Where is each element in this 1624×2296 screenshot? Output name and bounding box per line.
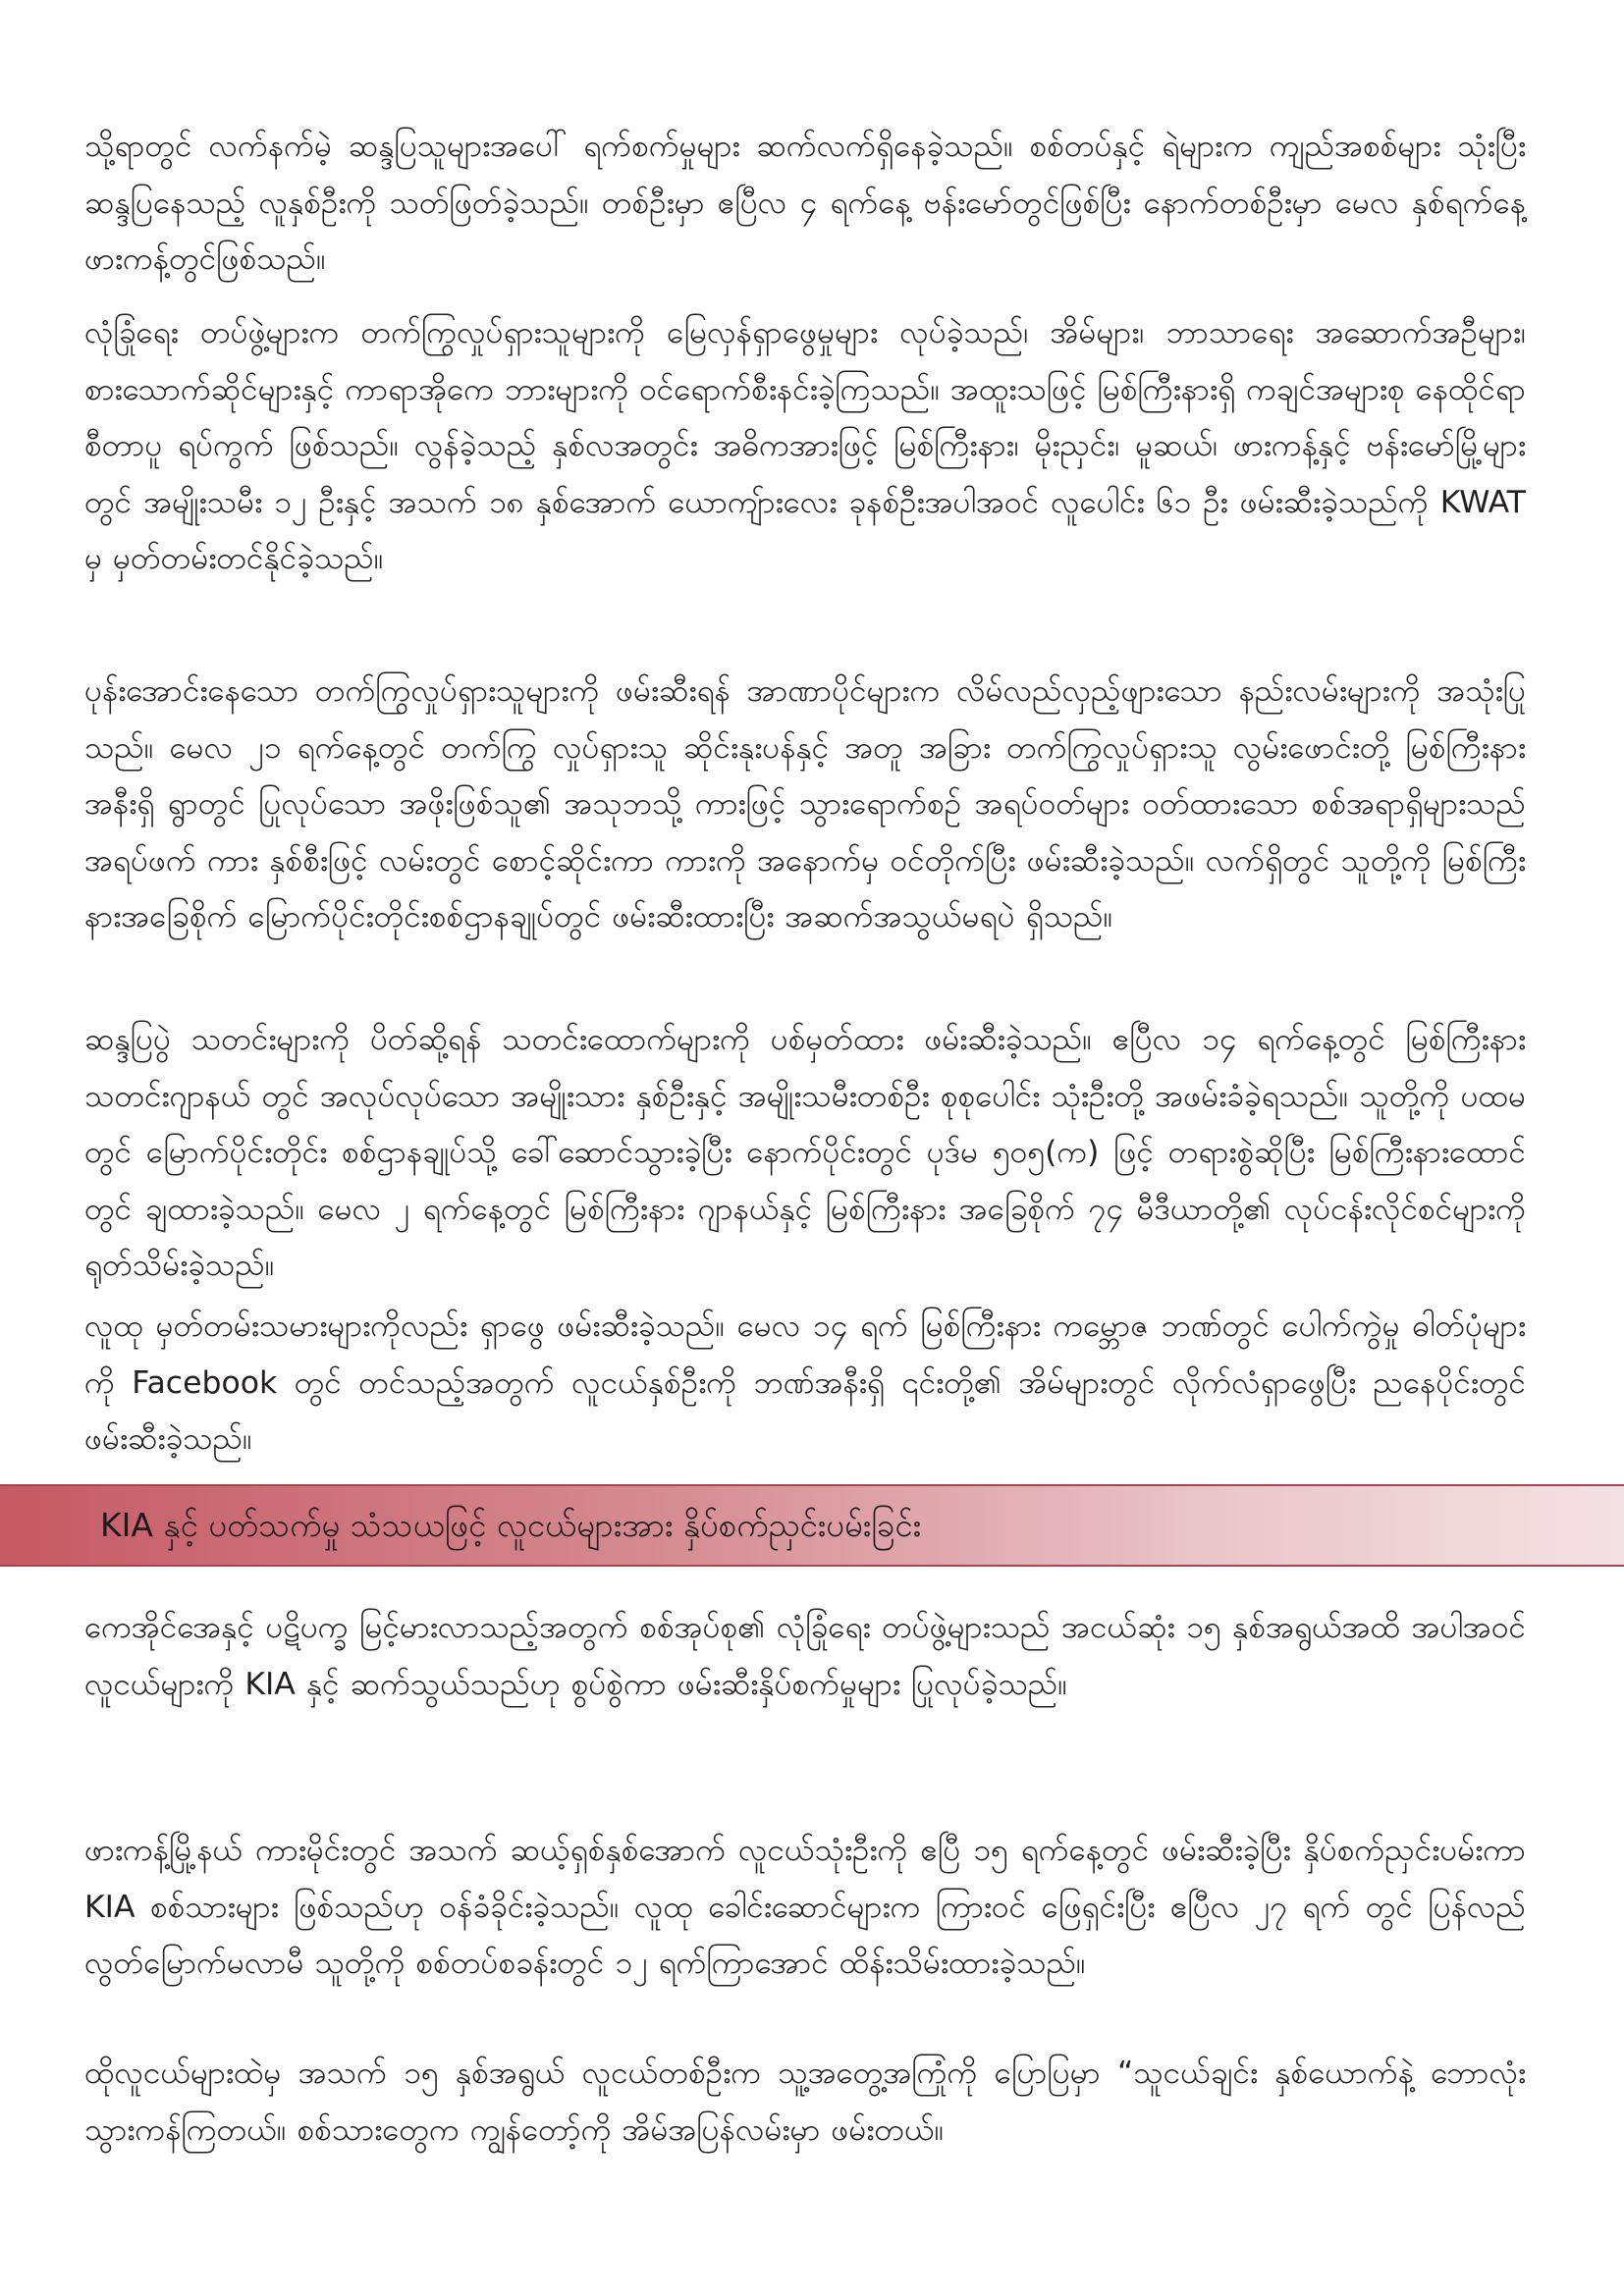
paragraph-5: လူထု မှတ်တမ်းသမားများကိုလည်း ရှာဖွေ ဖမ်းဆီးခဲ့သည်။ မေလ ၁၄ ရက် မြစ်ကြီးနား ကမ္ဘောဇ ဘဏ်တွင် ပေါက်ကွဲမှု ဓါတ်ပုံများကို Facebook တွင် တင်သည့်အတွက် လူငယ်နှစ်ဦးကို ဘဏ်အနီးရှိ ၎င်းတို့၏ အိမ်များတွင် လိုက်လံရှာဖွေပြီး ညနေပိုင်းတွင် ဖမ်းဆီးခဲ့သည်။ bbox=[84, 1308, 1526, 1457]
paragraph-2: လုံခြုံရေး တပ်ဖွဲ့များက တက်ကြွလှုပ်ရှားသူများကို မြေလှန်ရှာဖွေမှုများ လုပ်ခဲ့သည်၊ အိမ်များ၊ ဘာသာရေး အဆောက်အဦများ၊ စားသောက်ဆိုင်များနှင့် ကာရာအိုကေ ဘားများကို ဝင်ရောက်စီးနင်းခဲ့ကြသည်။ အထူးသဖြင့် မြစ်ကြီးနားရှိ ကချင်အများစု နေထိုင်ရာ စီတာပူ ရပ်ကွက် ဖြစ်သည်။ လွန်ခဲ့သည့် နှစ်လအတွင်း အဓိကအားဖြင့် မြစ်ကြီးနား၊ မိုးညှင်း၊ မူဆယ်၊ ဖားကန့်နှင့် ဗန်းမော်မြို့များတွင် အမျိုးသမီး ၁၂ ဦးနှင့် အသက် ၁၈ နှစ်အောက် ယောကျ်ားလေး ခုနစ်ဦးအပါအဝင် လူပေါင်း ၆၁ ဦး ဖမ်းဆီးခဲ့သည်ကို KWAT မှ မှတ်တမ်းတင်နိုင်ခဲ့သည်။ bbox=[84, 315, 1527, 576]
section-heading-bar bbox=[0, 1484, 1624, 1567]
paragraph-4: ဆန္ဒပြပွဲ သတင်းများကို ပိတ်ဆို့ရန် သတင်းထောက်များကို ပစ်မှတ်ထား ဖမ်းဆီးခဲ့သည်။ ဧပြီလ ၁၄ ရက်နေ့တွင် မြစ်ကြီးနား သတင်းဂျာနယ် တွင် အလုပ်လုပ်သော အမျိုးသား နှစ်ဦးနှင့် အမျိုးသမီးတစ်ဦး စုစုပေါင်း သုံးဦးတို့ အဖမ်းခံခဲ့ရသည်။ သူတို့ကို ပထမတွင် မြောက်ပိုင်းတိုင်း စစ်ဌာနချုပ်သို့ ခေါ်ဆောင်သွားခဲ့ပြီး နောက်ပိုင်းတွင် ပုဒ်မ ၅၀၅(က) ဖြင့် တရားစွဲဆိုပြီး မြစ်ကြီးနားထောင်တွင် ချထားခဲ့သည်။ မေလ ၂ ရက်နေ့တွင် မြစ်ကြီးနား ဂျာနယ်နှင့် မြစ်ကြီးနား အခြေစိုက် ၇၄ မီဒီယာတို့၏ လုပ်ငန်းလိုင်စင်များကို ရုတ်သိမ်းခဲ့သည်။ bbox=[84, 1022, 1526, 1283]
paragraph-8: ထိုလူငယ်များထဲမှ အသက် ၁၅ နှစ်အရွယ် လူငယ်တစ်ဦးက သူ့အတွေ့အကြုံကို ပြောပြမှာ “သူငယ်ချင်း နှစ်ယောက်နဲ့ ဘောလုံး သွားကန်ကြတယ်။ စစ်သားတွေက ကျွန်တော့်ကို အိမ်အပြန်လမ်းမှာ ဖမ်းတယ်။ bbox=[84, 2056, 1526, 2148]
paragraph-1: သို့ရာတွင် လက်နက်မဲ့ ဆန္ဒပြသူများအပေါ် ရက်စက်မှုများ ဆက်လက်ရှိနေခဲ့သည်။ စစ်တပ်နှင့် ရဲများက ကျည်အစစ်များ သုံးပြီး ဆန္ဒပြနေသည့် လူနှစ်ဦးကို သတ်ဖြတ်ခဲ့သည်။ တစ်ဦးမှာ ဧပြီလ ၄ ရက်နေ့ ဗန်းမော်တွင်ဖြစ်ပြီး နောက်တစ်ဦးမှာ မေလ နှစ်ရက်နေ့ ဖားကန့်တွင်ဖြစ်သည်။ bbox=[84, 129, 1526, 277]
section-heading: KIA နှင့် ပတ်သက်မှု သံသယဖြင့် လူငယ်များအား နှိပ်စက်ညှင်းပမ်းခြင်း bbox=[100, 1506, 921, 1544]
paragraph-7: ဖားကန့်မြို့နယ် ကားမိုင်းတွင် အသက် ဆယ့်ရှစ်နှစ်အောက် လူငယ်သုံးဦးကို ဧပြီ ၁၅ ရက်နေ့တွင် ဖမ်းဆီးခဲ့ပြီး နှိပ်စက်ညှင်းပမ်းကာ KIA စစ်သားများ ဖြစ်သည်ဟု ဝန်ခံခိုင်းခဲ့သည်။ လူထု ခေါင်းဆောင်များက ကြားဝင် ဖြေရှင်းပြီး ဧပြီလ ၂၇ ရက် တွင် ပြန်လည်လွတ်မြောက်မလာမီ သူတို့ကို စစ်တပ်စခန်းတွင် ၁၂ ရက်ကြာအောင် ထိန်းသိမ်းထားခဲ့သည်။ bbox=[84, 1833, 1526, 1981]
paragraph-3: ပုန်းအောင်းနေသော တက်ကြွလှုပ်ရှားသူများကို ဖမ်းဆီးရန် အာဏာပိုင်များက လိမ်လည်လှည့်ဖျားသော နည်းလမ်းများကို အသုံးပြုသည်။ မေလ ၂၁ ရက်နေ့တွင် တက်ကြွ လှုပ်ရှားသူ ဆိုင်းနုးပန်နှင့် အတူ အခြား တက်ကြွလှုပ်ရှားသူ လွမ်းဖောင်းတို့ မြစ်ကြီးနား အနီးရှိ ရွာတွင် ပြုလုပ်သော အဖိုးဖြစ်သူ၏ အသုဘသို့ ကားဖြင့် သွားရောက်စဉ် အရပ်ဝတ်များ ဝတ်ထားသော စစ်အရာရှိများသည် အရပ်ဖက် ကား နှစ်စီးဖြင့် လမ်းတွင် စောင့်ဆိုင်းကာ ကားကို အနောက်မှ ဝင်တိုက်ပြီး ဖမ်းဆီးခဲ့သည်။ လက်ရှိတွင် သူတို့ကို မြစ်ကြီးနားအခြေစိုက် မြောက်ပိုင်းတိုင်းစစ်ဌာနချုပ်တွင် ဖမ်းဆီးထားပြီး အဆက်အသွယ်မရပဲ ရှိသည်။ bbox=[84, 673, 1526, 934]
paragraph-6: ကေအိုင်အေနှင့် ပဋိပက္ခ မြင့်မားလာသည့်အတွက် စစ်အုပ်စု၏ လုံခြုံရေး တပ်ဖွဲ့များသည် အငယ်ဆုံး ၁၅ နှစ်အရွယ်အထိ အပါအဝင် လူငယ်များကို KIA နှင့် ဆက်သွယ်သည်ဟု စွပ်စွဲကာ ဖမ်းဆီးနှိပ်စက်မှုများ ပြုလုပ်ခဲ့သည်။ bbox=[84, 1610, 1526, 1702]
